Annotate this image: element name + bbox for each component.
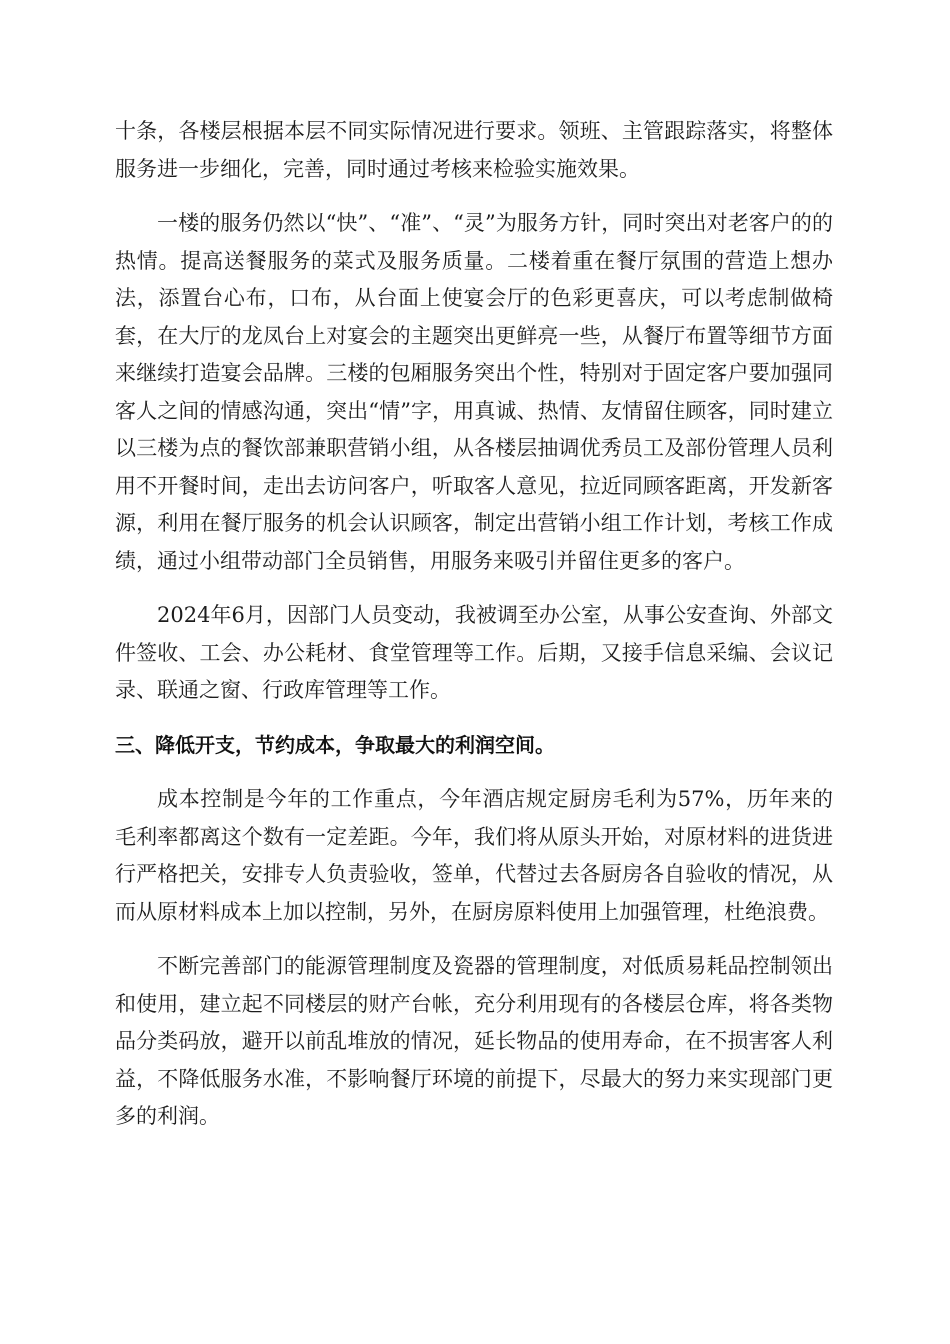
- paragraph-floor-service: 一楼的服务仍然以“快”、“准”、“灵”为服务方针，同时突出对老客户的的热情。提高送餐服务的菜式及服务质量。二楼着重在餐厅氛围的营造上想办法，添置台心布，口布，从台面上使宴会厅的色彩更喜庆，可以考虑制做椅套，在大厅的龙凤台上对宴会的主题突出更鲜亮一些，从餐厅布置等细节方面来继续打造宴会品牌。三楼的包厢服务突出个性，特别对于固定客户要加强同客人之间的情感沟通，突出“情”字，用真诚、热情、友情留住顾客，同时建立以三楼为点的餐饮部兼职营销小组，从各楼层抽调优秀员工及部份管理人员利用不开餐时间，走出去访问客户，听取客人意见，拉近同顾客距离，开发新客源，利用在餐厅服务的机会认识顾客，制定出营销小组工作计划，考核工作成绩，通过小组带动部门全员销售，用服务来吸引并留住更多的客户。: [115, 211, 833, 573]
- paragraph-cost-control: 成本控制是今年的工作重点，今年酒店规定厨房毛利为57%，历年来的毛利率都离这个数有一定差距。今年，我们将从原头开始，对原材料的进货进行严格把关，安排专人负责验收，签单，代替过去各厨房各自验收的情况，从而从原材料成本上加以控制，另外，在厨房原料使用上加强管理，杜绝浪费。: [115, 787, 833, 924]
- paragraph-continued: 十条，各楼层根据本层不同实际情况进行要求。领班、主管跟踪落实，将整体服务进一步细化，完善，同时通过考核来检验实施效果。: [115, 119, 833, 181]
- paragraph-office-transfer: 2024年6月，因部门人员变动，我被调至办公室，从事公安查询、外部文件签收、工会、办公耗材、食堂管理等工作。后期，又接手信息采编、会议记录、联通之窗、行政库管理等工作。: [115, 603, 833, 702]
- document-body: [115, 113, 833, 1153]
- paragraph-management-system: 不断完善部门的能源管理制度及瓷器的管理制度，对低质易耗品控制领出和使用，建立起不同楼层的财产台帐，充分利用现有的各楼层仓库，将各类物品分类码放，避开以前乱堆放的情况，延长物品的使用寿命，在不损害客人利益，不降低服务水准，不影响餐厅环境的前提下，尽最大的努力来实现部门更多的利润。: [115, 954, 833, 1128]
- section-heading: 三、降低开支，节约成本，争取最大的利润空间。: [115, 732, 555, 757]
